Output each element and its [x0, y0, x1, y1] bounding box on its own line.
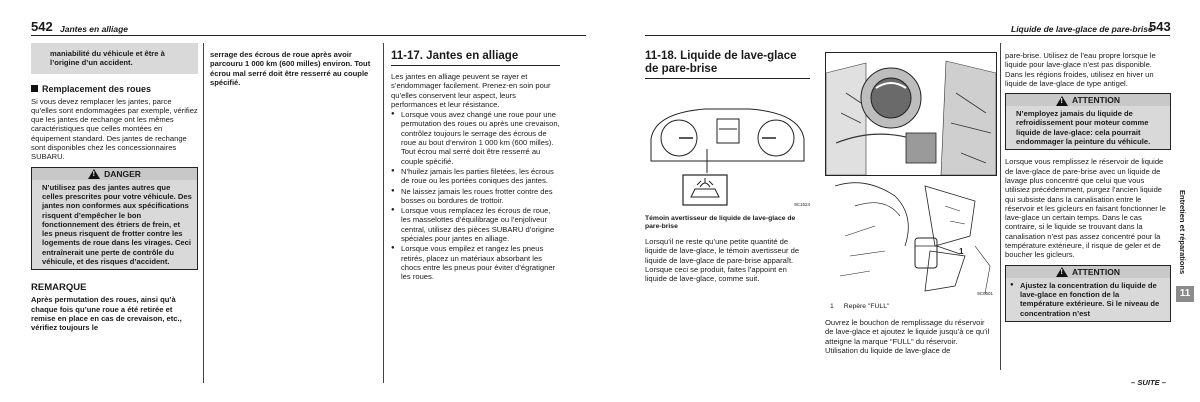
left-column-divider [203, 43, 204, 383]
danger-header: !DANGER [32, 168, 197, 180]
right-header-rule [645, 35, 1170, 36]
list-item: ● Ne laissez jamais les roues frotter contre des bosses ou bordures de trottoir. [391, 187, 560, 206]
warning-triangle-icon [1056, 267, 1068, 277]
left-column-divider-2 [383, 43, 384, 383]
caution-box-1 [1005, 93, 1171, 150]
figure-caption: Témoin avertisseur de liquide de lave-glace de pare-brise [645, 215, 796, 230]
remark-title: REMARQUE [31, 282, 87, 294]
caution-box-2 [1005, 265, 1171, 322]
section-title: Remplacement des roues [31, 84, 198, 95]
usage-text: Utilisation du liquide de lave-glace de [825, 345, 951, 355]
danger-body: N’utilisez pas des jantes autres que celles prescrites pour votre véhicule. Des jantes non conformes aux spécifications risquent d’empêcher le bon fonctionnement des étriers de frein, et les pneus risquent de frotter contre les logements de roue dans les virages. Ceci entraînerait une perte de contrôle du véhicule, et des risques d’accident. [32, 180, 197, 270]
remark-body: Après permutation des roues, ainsi qu’à chaque fois qu’une roue a été retirée et remise en place en cas de crevaison, etc., vérifiez toujours le [31, 295, 182, 333]
warning-triangle-icon [88, 169, 100, 179]
alloy-wheels-intro: Les jantes en alliage peuvent se rayer et s’endommager facilement. Prenez-en soin pour qu’elles conservent leur aspect, leurs performances et leur résistance. [391, 72, 551, 109]
figure-legend: 1 Repère "FULL" [830, 303, 890, 310]
list-item: ● Lorsque vous empilez et rangez les pneus retirés, placez un matériaux absorbant les chocs entre les pneus pour éviter d’égratigner les roues. [391, 244, 560, 281]
right-column-1 [645, 50, 810, 283]
right-column-2 [825, 303, 995, 355]
fill-instructions: Ouvrez le bouchon de remplissage du réservoir de lave-glace et ajoutez le liquide jusqu’à ce qu’il atteigne la marque “FULL” du réservoir. [825, 318, 990, 346]
remark-continuation: serrage des écrous de roue après avoir parcouru 1 000 km (600 milles) environ. Tout écrou mal serré doit être resserré au couple spécifié. [210, 50, 371, 87]
washer-warning-figure [645, 99, 810, 211]
usage-continuation: pare-brise. Utilisez de l’eau propre lorsque le liquide pour lave-glace n’est pas disponible. [1005, 51, 1156, 70]
left-header-rule [31, 35, 586, 36]
chapter-side-tab: Entretien et réparations [1178, 190, 1187, 275]
callout-number: 1 [959, 247, 964, 256]
square-bullet-icon [31, 85, 38, 92]
chapter-tab-number: 11 [1176, 286, 1194, 302]
caution-body-2: ● Ajustez la concentration du liquide de lave-glace en fonction de la température extérieure. Si le niveau de concentration n’est [1006, 278, 1170, 321]
washer-fluid-title: 11-18. Liquide de lave-glace de pare-brise [645, 50, 810, 79]
caution-header-1: !ATTENTION [1006, 94, 1170, 106]
warning-triangle-icon [1056, 96, 1068, 106]
right-page-number: 543 [1149, 19, 1171, 34]
left-column-2 [210, 50, 378, 87]
continued-marker: – SUITE – [1131, 378, 1167, 387]
alloy-wheels-title: 11-17. Jantes en alliage [391, 50, 560, 66]
list-item: ● N’huilez jamais les parties filetées, les écrous de roue ou les portées coniques des jantes. [391, 167, 560, 186]
right-column-divider [1000, 43, 1001, 370]
list-item: ● Lorsque vous remplacez les écrous de roue, les masselottes d’équilibrage ou l’enjoliveur central, utilisez des pièces SUBARU d’origine spéciales pour jantes en alliage. [391, 206, 560, 243]
figure-code: 9C1524 [794, 201, 810, 207]
section-body: Si vous devez remplacer les jantes, parce qu’elles sont endommagées par exemple, vérifiez que les jantes de rechange ont les mêmes caractéristiques que celles montées en équipement standard. Des jantes de rechange sont disponibles chez les concessionnaires SUBARU. [31, 96, 198, 162]
washer-fluid-body: Lorsqu’il ne reste qu’une petite quantité de liquide de lave-glace, le témoin avertisseur de liquide de lave-glace de pare-brise apparaît. Lorsque ceci se produit, faites l’appoint en liquide de lave-glace, comme suit. [645, 237, 800, 284]
left-page-number: 542 [31, 19, 53, 34]
reservoir-diagram [825, 176, 995, 298]
concentration-text: Lorsque vous remplissez le réservoir de liquide de lave-glace de pare-brise avec un liquide de lavage plus concentré que celui que vous utilisiez précédemment, purgez l’ancien liquide qui subsiste dans la canalisation entre le réservoir et les gicleurs en faisant fonctionner le lave-glace un certain temps. Dans le cas contraire, si le liquide se trouvant dans la canalisation n’est pas assez concentré pour la température extérieure, il risque de geler et de boucher les gicleurs. [1005, 157, 1166, 260]
danger-box [31, 167, 198, 271]
right-running-head: Liquide de lave-glace de pare-brise [1011, 24, 1153, 34]
list-item: ● Lorsque vous avez changé une roue pour une permutation des roues ou après une crevaison, contrôlez toujours le serrage des écrous de roue au bout d’environ 1 000 km (600 milles). Tout écrou mal serré doit être resserré au couple spécifié. [391, 110, 560, 166]
instrument-cluster-illustration [645, 99, 810, 211]
caution-body-1: N’employez jamais du liquide de refroidissement pour moteur comme liquide de lave-glace: cela pourrait endommager la peinture du véhicule. [1006, 106, 1170, 149]
caution-header-2: !ATTENTION [1006, 266, 1170, 278]
engine-bay-illustration [826, 53, 996, 175]
figure-code-2: 9C0501 [977, 291, 993, 296]
left-column-3 [391, 50, 560, 283]
engine-bay-photo [825, 52, 997, 176]
left-running-head: Jantes en alliage [60, 24, 129, 34]
right-column-3 [1005, 51, 1171, 322]
alloy-wheels-list [391, 110, 560, 281]
reservoir-line-drawing [825, 176, 995, 298]
cold-region-text: Dans les régions froides, utilisez en hiver un liquide de lave-glace de type antigel. [1005, 69, 1154, 88]
left-column-1 [31, 43, 198, 333]
intro-shaded-text: maniabilité du véhicule et être à l’origine d’un accident. [31, 43, 198, 74]
